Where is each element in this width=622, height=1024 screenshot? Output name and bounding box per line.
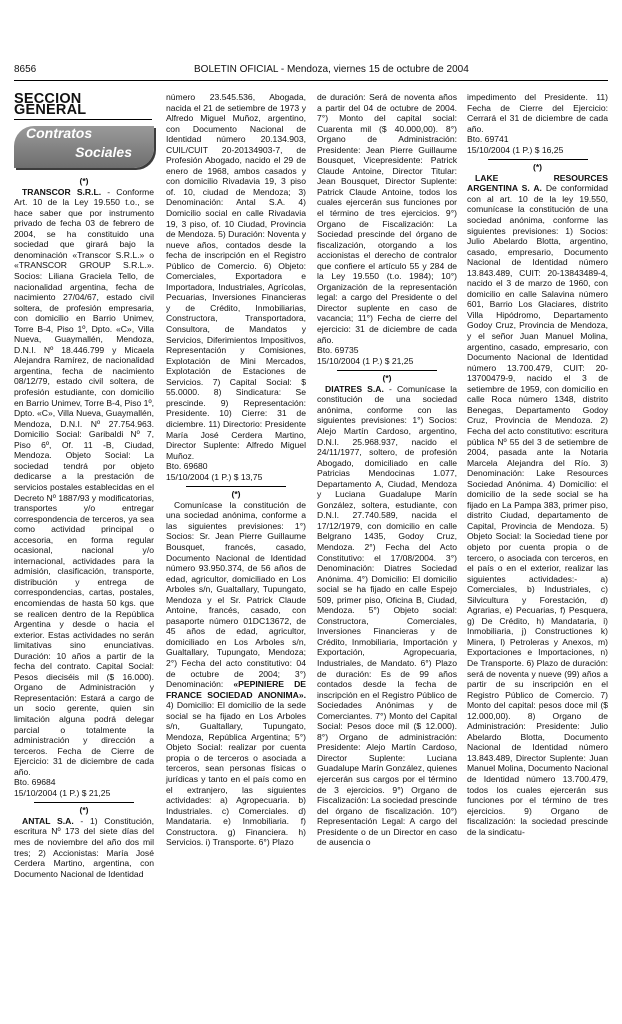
notice-antal: [14, 816, 154, 879]
notice-company-name: «PEPINIERE DE FRANCE SOCIEDAD ANONIMA».: [166, 679, 307, 700]
notice-body: - Conforme Art. 10 de la Ley 19.550 t.o., se hace saber que por instrumento privado de fecha 03 de febrero de 2004, se ha constituido una sociedad que girará bajo la denominación «Transcor S.R.L.» o «TRANSCOR GROUP S.R.L.». Socios: Liliana Graciela Tello, de nacionalidad argentina, fecha de nacimiento 27/04/67, estado civil soltera, de profesión empresaria, con domicilio en Barrio Unimev, Torre B-4, Piso 1º, Dpto. «C», Villa Nueva, Guaymallén, Mendoza, D.N.I. Nº 18.446.799 y Micaela Alejandra Ramírez, de nacionalidad argentina, fecha de nacimiento 08/12/79, estado civil soltera, de profesión estudiante, con domicilio en Barrio Unimev, Torre B-4, Piso 1º, Dpto. «C», Villa Nueva, Guaymallén, Mendoza, D.N.I. Nº 27.754.963. Domicilio Social: Garibaldi Nº 7, Piso 6º, Of. 11 -B, Ciudad, Mendoza. Objeto Social: La sociedad tendrá por objeto dedicarse a la prestación de servicios postales establecidas en el Decreto Nº 1887/93 y modificatorias, transportes y/o entregar correspondencia de terceros, ya sea como actividad principal o accesoria, en forma regular ocasional, nacional y/o internacional, actividades para la admisión, clasificación, transporte, distribución y entrega de correspondencias, cartas, postales, encomiendas de hasta 50 kgs. que se realicen dentro de la República Argentina y desde o hacia el exterior. Estas actividades no serán limitativas sino enunciativas. Duración: 10 años a partir de la fecha del contrato. Capital Social: Pesos dieciséis mil ($ 16.000). Organo de Administración y Representación: Estará a cargo de un socio gerente, quien sin limitación alguna podrá delegar parcial o totalmente la administración y dirección a terceros. Fecha de Cierre de Ejercicio: 31 de diciembre de cada año.: [14, 186, 154, 777]
page-number: 8656: [14, 64, 37, 75]
banner-line-2: Sociales: [75, 144, 132, 161]
notice-separator: [337, 370, 437, 371]
notice-diatres-continued: impedimento del Presidente. 11) Fecha de Cierre del Ejercicio: Cerrará el 31 de diciembre de cada año.: [467, 92, 608, 134]
header-rule: [14, 80, 608, 81]
notice-marker: (*): [79, 176, 89, 187]
notice-pepiniere-continued: de duración: Será de noventa años a partir del 04 de octubre de 2004. 7°) Monto del capital social: Cuarenta mil ($ 40.000,00). 8°) Organo de Administración: Presidente: Jean Pierre Guillaume Bousquet, Vicepresidente: Patrick Claude Antoine, Director Titular: Jean Bousquet, Director Suplente: Patrick Claude Antoine, todos los cuales ejercerán sus funciones por el término de tres ejercicios. 9°) Organo de Fiscalización: La Sociedad prescinde del órgano de fiscalización, otorgando a los accionistas el derecho de contralor que confiere el artículo 55 y 284 de la Ley 19.550 (t.o. 1984); 10°) Organización de la representación legal: a cargo del Presidente o del Director suplente en caso de vacancia; 11°) Fecha de cierre del ejercicio: 31 de diciembre de cada año.: [317, 92, 457, 345]
publication-title: BOLETIN OFICIAL - Mendoza, viernes 15 de octubre de 2004: [194, 64, 469, 75]
notice-antal-continued: número 23.545.536, Abogada, nacida el 21 de setiembre de 1973 y Alfredo Miguel Muñoz, argentino, con Documento Nacional de Identidad número 20.134.903, CUIL/CUIT 20-20134903-7, de Profesión Abogado, nacido el 29 de enero de 1968, ambos casados y con domicilio Rivadavia 19, 3 piso of. 10, ciudad de Mendoza; 3) Denominación: Antal S.A. 4) Domicilio social en calle Rivadavia 19, 3 piso, of. 10 Ciudad, Provincia de Mendoza. 5) Duración: Noventa y nueve años, contados desde la fecha de inscripción en el Registro Público de Comercio. 6) Objeto: Comerciales, Exportadora e Importadora, Industriales, Agrícolas, Pecuarias, Inversiones Financieras y de Crédito, Inmobiliarias, Constructora, Transportadora, Consultora, de Mandatos y Servicios, Diferimientos Impositivos, Representación y Comisiones, Explotación de Mini Mercados, Explotación de Estaciones de Servicios. 7) Capital Social: $ 55.0000. 8) Sindicatura: Se prescinde. 9) Representación: Presidente. 10) Cierre: 31 de diciembre. 11) Directorio: Presidente María José Cerdera Martino, Director Suplente: Alfredo Miguel Muñoz.: [166, 92, 306, 461]
notice-date: 15/10/2004 (1 P.) $ 16,25: [467, 144, 564, 155]
notice-body: - Comunícase la constitución de una sociedad anónima, conforme con las siguientes previsiones: 1°) Socios: Alejo Martín Cardoso, argentino, D.N.I. 25.968.937, nacido el 24/11/1977, soltero, de profesión Abogado, domiciliado en calle Patricias Mendocinas 1.077, Departamento A, Ciudad, Mendoza y Luciana Guadalupe Marín González, soltera, estudiante, con D.N.I. 27.740.589, nacida el 17/12/1979, con domicilio en calle Belgrano 1435, Godoy Cruz, Mendoza. 2°) Fecha del Acto Constitutivo: el 17/08/2004. 3°) Denominación: Diatres Sociedad Anónima. 4°) Domicilio: El domicilio social se ha fijado en calle Espejo 509, primer piso, Oficina B, Ciudad, Mendoza. 5°) Objeto social: Constructora, Comerciales, Inversiones Financieras y de Crédito, Inmobiliaria, Importación y Exportación, Agropecuaria, Industriales, de Mandato. 6°) Plazo de duración: Es de 99 años contados desde la fecha de inscripción en el Registro Público de Sociedades Anónimas y de Comerciantes. 7°) Monto del Capital Social: Pesos doce mil ($ 12.000). 8°) Organo de administración: Presidente: Alejo Martín Cardoso, Director Suplente: Luciana Guadalupe Marín González, quienes ejercerán sus cargos por el término de 3 ejercicios. 9°) Organo de Fiscalización: La sociedad prescinde del órgano de fiscalización. 10°) Representación Legal: A cargo del Presidente o de un Director en caso de ausencia o: [317, 383, 457, 848]
notice-lake-resources: [467, 173, 608, 837]
section-title: SECCION GENERAL: [14, 91, 87, 118]
notice-bto: Bto. 69735: [317, 345, 359, 356]
notice-body: Comunícase la constitución de una sociedad anónima, conforme a las siguientes previsiones: 1°) Socios: Sr. Jean Pierre Guillaume Bousquet, francés, casado, Documento Nacional de Identidad número 93.950.374, de 56 años de edad, agricultor, domiciliado en Los Arboles s/n, Gualtallary, Tupungato, Mendoza y el Sr. Patrick Claude Antoine, francés, casado, con pasaporte número 01DC13672, de 45 años de edad, agricultor, domiciliado en Los Arboles s/n, Gualtallary, Tupungato, Mendoza; 2°) Fecha del acto constitutivo: 04 de octubre de 2004; 3°) Denominación:: [166, 499, 306, 690]
notice-marker: (*): [231, 489, 241, 500]
notice-body: 4) Domicilio: El domicilio de la sede social se ha fijado en Los Arboles s/n, Gualtallary, Tupungato, Mendoza, República Argentina; 5°) Objeto Social: realizar por cuenta propia o de terceros o asociada a terceros, sean personas físicas o jurídicas y tanto en el país como en el extranjero, las siguientes actividades: a) Agropecuaria. b) Industriales. c) Comerciales. d) Mandataria. e) Inmobiliaria. f) Constructora. g) Financiera. h) Servicios. i) Transporte. 6°) Plazo: [166, 700, 306, 848]
notice-separator: [186, 486, 286, 487]
notice-body: - 1) Constitución, escritura Nº 173 del siete días del mes de noviembre del año dos mil tres; 2) Accionistas: María José Cerdera Martino, argentina, con Documento Nacional de Identidad: [14, 815, 154, 879]
notice-body: De conformidad con al art. 10 de la ley 19.550, comunícase la constitución de una sociedad anónima, conforme las siguientes previsiones: 1) Socios: Julio Abelardo Blotta, argentino, casado, empresario, Documento Nacional de Identidad número 13.843.489, CUIT: 20-13843489-4, nacido el 3 de marzo de 1960, con domicilio en calle Salavina número 601, Barrio Los Glaciares, distrito Villa Hipódromo, Departamento Godoy Cruz, Provincia de Mendoza, y el señor Juan Manuel Molina, argentino, casado, empresario, con Documento Nacional de Identidad número 13.700.479, CUIT: 20-13700479-9, nacido el 3 de setiembre de 1959, con domicilio en calle Roca número 1348, distrito Benegas, Departamento Godoy Cruz, Provincia de Mendoza. 2) Fecha del acto constitutivo: escritura pública Nº 55 del 3 de setiembre de 2004, pasada ante la Notaria Marcela Alejandra del Río. 3) Denominación: Lake Resources Sociedad Anónima. 4) Domicilio: el domicilio de la sede social se ha fijado en La Pampa 383, primer piso, distrito Ciudad, departamento de Capital, Provincia de Mendoza. 5) Objeto Social: la Sociedad tiene por objeto por cuenta propia o de tercero, o asociada con terceros, en el país o en el exterior, realizar las siguientes actividades:- a) Comerciales, b) Industriales, c) Silvicultura y Forestación, d) Agrarias, e) Pecuarias, f) Pesquera, g) De Crédito, h) Mandataria, i) Inmobiliaria, j) Constructiones k) Minera, l) Petroleras y Anexos, m) Exportaciones e Importaciones, n) De Transporte. 6) Plazo de duración: será de noventa y nueve (99) años a partir de su inscripción en el Registro Público de Comercio. 7) Monto del capital: pesos doce mil ($ 12.000,00). 8) Organo de Administración: Presidente: Julio Abelardo Blotta, Documento Nacional de Identidad número 13.843.489, Director Suplente: Juan Manuel Molina, Documento Nacional de Identidad número 13.700.479, todos los cuales ejercerán sus funciones por el término de tres ejercicios. 9) Organo de fiscalización: la sociedad prescinde de la sindicatu-: [467, 183, 608, 837]
page-header: [14, 64, 608, 80]
notice-company-name: ANTAL S.A.: [22, 815, 74, 826]
column-2: [166, 92, 306, 848]
banner-line-1: Contratos: [26, 125, 93, 142]
notice-marker: (*): [79, 805, 89, 816]
notice-bto: Bto. 69680: [166, 461, 208, 472]
notice-company-name: TRANSCOR S.R.L.: [22, 186, 102, 197]
notice-marker: (*): [382, 373, 392, 384]
column-4: [467, 92, 608, 837]
notice-date: 15/10/2004 (1 P.) $ 21,25: [14, 787, 111, 798]
notice-separator: [488, 159, 588, 160]
notice-bto: Bto. 69741: [467, 134, 509, 145]
notice-date: 15/10/2004 (1 P.) $ 13,75: [166, 471, 263, 482]
contratos-sociales-banner: [14, 126, 154, 168]
section-rule: [14, 119, 152, 120]
notice-separator: [34, 802, 134, 803]
notice-pepiniere: [166, 500, 306, 848]
notice-company-name: DIATRES S.A.: [325, 383, 384, 394]
notice-transcor: [14, 187, 154, 778]
notice-date: 15/10/2004 (1 P.) $ 21,25: [317, 355, 414, 366]
column-3: [317, 92, 457, 848]
column-1: [14, 92, 154, 879]
notice-company-name: LAKE RESOURCES ARGENTINA S. A.: [467, 172, 608, 194]
notice-bto: Bto. 69684: [14, 777, 56, 788]
notice-marker: (*): [532, 162, 543, 173]
notice-diatres: [317, 384, 457, 848]
